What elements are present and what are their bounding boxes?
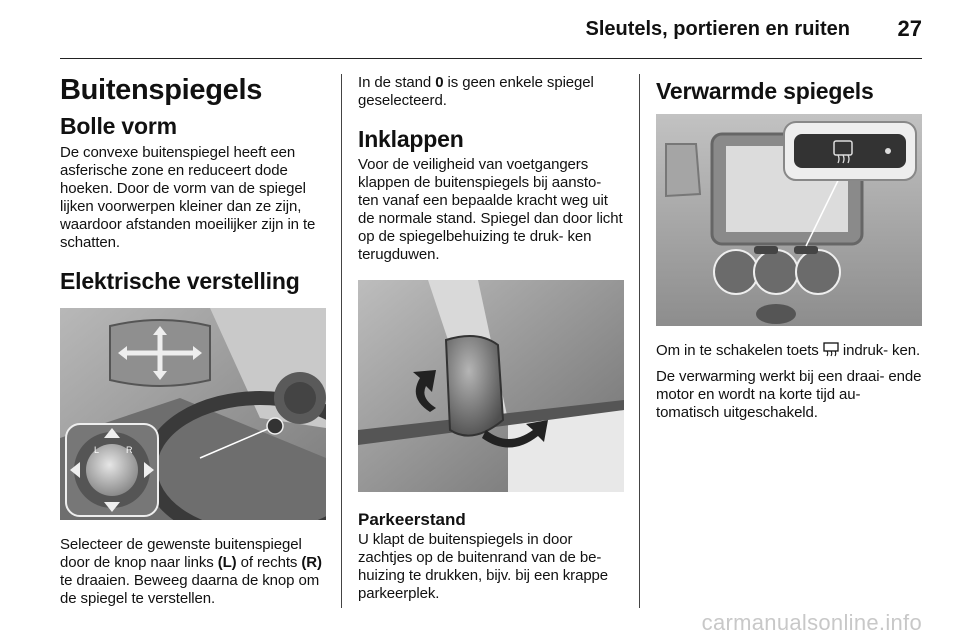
text-verwarming: De verwarming werkt bij een draai- ende motor en wordt na korte tijd au- tomatisch uitgeschakeld. [656, 368, 922, 422]
knob-label-left: L [94, 445, 100, 456]
watermark: carmanualsonline.info [701, 610, 922, 635]
text-bolle-vorm: De convexe buitenspiegel heeft een asferische zone en reduceert dode hoeken. Door de vorm van de spiegel lijken voorwerpen kleiner dan ze zijn, waardoor afstanden moeilijker zijn in te schatten. [60, 143, 316, 251]
heated-mirror-button-inset [784, 122, 916, 180]
heading-elektrische-verstelling: Elektrische verstelling [60, 267, 300, 294]
text-elektrische-verstelling: Selecteer de gewenste buitenspiegel door de knop naar links (L) of rechts (R) te draaien. Beweeg daarna de knop om de spiegel te verstellen. [60, 536, 322, 608]
header-title: Sleutels, portieren en ruiten [585, 18, 850, 40]
heated-mirror-icon [823, 342, 839, 357]
knob-label-right: R [126, 445, 133, 456]
heading-parkeerstand: Parkeerstand [358, 510, 466, 530]
label-right: (R) [301, 554, 322, 572]
column-divider-2 [639, 74, 640, 608]
header-rule [60, 58, 922, 59]
mirror-fold-figure [358, 280, 624, 492]
heading-verwarmde-spiegels: Verwarmde spiegels [656, 78, 874, 104]
text-stand-0: In de stand 0 is geen enkele spiegel geselecteerd. [358, 74, 594, 109]
mirror-control-knob [66, 424, 158, 516]
mirror-glass [110, 320, 210, 386]
text-inschakelen: Om in te schakelen toets indruk- ken. [656, 342, 921, 360]
text-parkeerstand: U klapt de buitenspiegels in door zachtjes op de buitenrand van de be- huizing te drukken, bijv. bij een krappe parkeerplek. [358, 530, 609, 602]
column-divider-1 [341, 74, 342, 608]
heated-mirror-button-figure [656, 114, 922, 326]
mirror-adjust-figure [60, 308, 326, 520]
heading-inklappen: Inklappen [358, 126, 464, 152]
text-inklappen: Voor de veiligheid van voetgangers klappen de buitenspiegels bij aansto- ten vanaf een bepaalde kracht weg uit de normale stand. Spiegel dan door licht op de spiegelbehuizing te druk- ken terugduwen. [358, 156, 623, 264]
column-1 [60, 74, 326, 608]
heading-bolle-vorm: Bolle vorm [60, 113, 177, 140]
column-3 [656, 74, 922, 422]
folding-mirror-housing [446, 336, 503, 436]
section-title-buitenspiegels: Buitenspiegels [60, 74, 263, 106]
page-number: 27 [897, 16, 922, 41]
column-2 [358, 74, 624, 603]
label-left: (L) [217, 554, 237, 572]
